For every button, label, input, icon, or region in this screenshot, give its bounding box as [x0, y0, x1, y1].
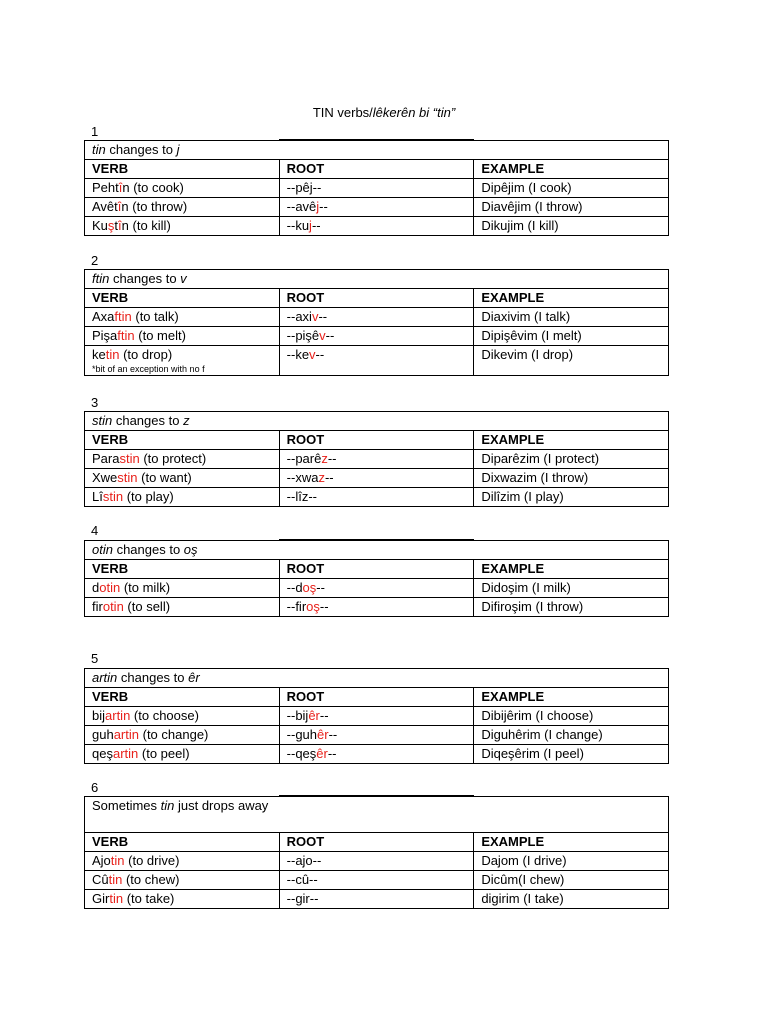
verb-table-1 — [84, 140, 669, 236]
table-row — [85, 469, 669, 488]
table-row — [85, 308, 669, 327]
root-cell: --cû-- — [279, 871, 474, 890]
verb-cell: Xwestin (to want) — [85, 469, 280, 488]
header-root: ROOT — [279, 560, 474, 579]
verb-cell: Avêtîn (to throw) — [85, 198, 280, 217]
section-number: 4 — [91, 523, 99, 538]
header-verb: VERB — [85, 688, 280, 707]
section-number: 3 — [91, 395, 99, 410]
header-example: EXAMPLE — [474, 688, 669, 707]
exception-note: *bit of an exception with no f — [92, 364, 205, 374]
verb-cell: qeşartin (to peel) — [85, 745, 280, 764]
verb-cell: bijartin (to choose) — [85, 707, 280, 726]
root-cell: --pêj-- — [279, 179, 474, 198]
verb-cell: guhartin (to change) — [85, 726, 280, 745]
example-cell: Diqeşêrim (I peel) — [474, 745, 669, 764]
table-row — [85, 450, 669, 469]
table-row — [85, 217, 669, 236]
example-cell: Dipişêvim (I melt) — [474, 327, 669, 346]
table-row — [85, 726, 669, 745]
verb-cell: Girtin (to take) — [85, 890, 280, 909]
root-cell: --xwaz-- — [279, 469, 474, 488]
verb-cell: ketin (to drop) *bit of an exception with no f — [85, 346, 280, 376]
example-cell: Dajom (I drive) — [474, 852, 669, 871]
root-cell: --bijêr-- — [279, 707, 474, 726]
table-row — [85, 179, 669, 198]
example-cell: Diparêzim (I protect) — [474, 450, 669, 469]
table-caption: stin changes to z — [85, 412, 669, 431]
root-cell: --doş-- — [279, 579, 474, 598]
section-number: 6 — [91, 780, 99, 795]
table-row — [85, 488, 669, 507]
root-cell: --gir-- — [279, 890, 474, 909]
verb-cell: firotin (to sell) — [85, 598, 280, 617]
table-row — [85, 890, 669, 909]
table-row — [85, 327, 669, 346]
root-cell: --kuj-- — [279, 217, 474, 236]
header-example: EXAMPLE — [474, 289, 669, 308]
header-verb: VERB — [85, 289, 280, 308]
verb-cell: Axaftin (to talk) — [85, 308, 280, 327]
section-number: 5 — [91, 651, 99, 666]
table-row — [85, 579, 669, 598]
example-cell: Dixwazim (I throw) — [474, 469, 669, 488]
example-cell: Diaxivim (I talk) — [474, 308, 669, 327]
header-verb: VERB — [85, 833, 280, 852]
table-row — [85, 346, 669, 376]
verb-cell: Parastin (to protect) — [85, 450, 280, 469]
verb-cell: dotin (to milk) — [85, 579, 280, 598]
table-caption: Sometimes tin just drops away — [85, 797, 669, 833]
root-cell: --kev-- — [279, 346, 474, 376]
title-plain: TIN verbs/ — [312, 105, 373, 120]
root-cell: --parêz-- — [279, 450, 474, 469]
example-cell: Difiroşim (I throw) — [474, 598, 669, 617]
table-caption: tin changes to j — [85, 141, 669, 160]
example-cell: Dibijêrim (I choose) — [474, 707, 669, 726]
table-row — [85, 852, 669, 871]
table-row — [85, 745, 669, 764]
section-number: 1 — [91, 124, 99, 139]
table-row — [85, 598, 669, 617]
root-cell: --firoş-- — [279, 598, 474, 617]
page-title — [0, 105, 768, 120]
example-cell: Diavêjim (I throw) — [474, 198, 669, 217]
verb-cell: Pişaftin (to melt) — [85, 327, 280, 346]
example-cell: Dikujim (I kill) — [474, 217, 669, 236]
verb-table-6 — [84, 796, 669, 909]
root-cell: --avêj-- — [279, 198, 474, 217]
verb-table-5 — [84, 668, 669, 764]
root-cell: --pişêv-- — [279, 327, 474, 346]
title-italic: lêkerên bi “tin” — [372, 105, 456, 120]
root-cell: --axiv-- — [279, 308, 474, 327]
header-root: ROOT — [279, 833, 474, 852]
table-caption: otin changes to oş — [85, 541, 669, 560]
root-cell: --lîz-- — [279, 488, 474, 507]
header-example: EXAMPLE — [474, 833, 669, 852]
root-cell: --guhêr-- — [279, 726, 474, 745]
header-example: EXAMPLE — [474, 160, 669, 179]
header-verb: VERB — [85, 160, 280, 179]
root-cell: --ajo-- — [279, 852, 474, 871]
verb-table-4 — [84, 540, 669, 617]
header-root: ROOT — [279, 289, 474, 308]
table-row — [85, 871, 669, 890]
header-example: EXAMPLE — [474, 560, 669, 579]
header-root: ROOT — [279, 160, 474, 179]
verb-table-3 — [84, 411, 669, 507]
header-example: EXAMPLE — [474, 431, 669, 450]
verb-cell: Ajotin (to drive) — [85, 852, 280, 871]
header-root: ROOT — [279, 431, 474, 450]
example-cell: Didoşim (I milk) — [474, 579, 669, 598]
header-verb: VERB — [85, 560, 280, 579]
section-number: 2 — [91, 253, 99, 268]
verb-cell: Kuştîn (to kill) — [85, 217, 280, 236]
verb-cell: Pehtîn (to cook) — [85, 179, 280, 198]
example-cell: Dipêjim (I cook) — [474, 179, 669, 198]
table-row — [85, 707, 669, 726]
verb-table-2 — [84, 269, 669, 376]
verb-cell: Cûtin (to chew) — [85, 871, 280, 890]
header-root: ROOT — [279, 688, 474, 707]
example-cell: Dilîzim (I play) — [474, 488, 669, 507]
verb-cell: Lîstin (to play) — [85, 488, 280, 507]
table-caption: ftin changes to v — [85, 270, 669, 289]
root-cell: --qeşêr-- — [279, 745, 474, 764]
table-row — [85, 198, 669, 217]
example-cell: Dikevim (I drop) — [474, 346, 669, 376]
example-cell: digirim (I take) — [474, 890, 669, 909]
example-cell: Dicûm(I chew) — [474, 871, 669, 890]
example-cell: Diguhêrim (I change) — [474, 726, 669, 745]
table-caption: artin changes to êr — [85, 669, 669, 688]
header-verb: VERB — [85, 431, 280, 450]
